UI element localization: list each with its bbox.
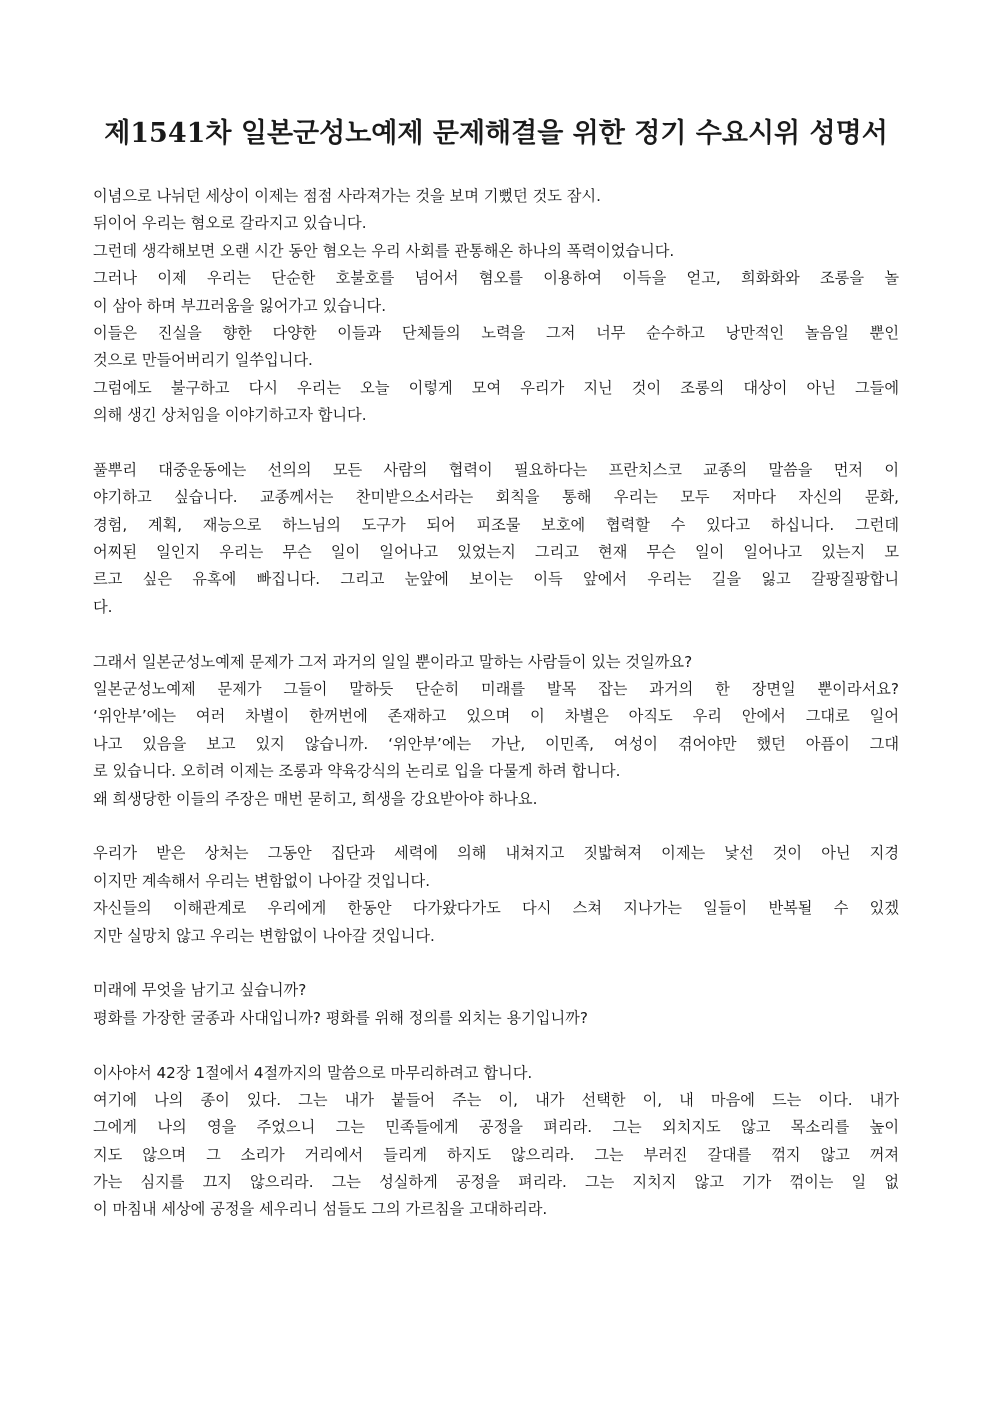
text-line: 가는 심지를 끄지 않으리라. 그는 성실하게 공정을 펴리라. 그는 지치지 않고 기가 꺾이는 일 없 [93, 1173, 899, 1192]
text-line: 여기에 나의 종이 있다. 그는 내가 붙들어 주는 이, 내가 선택한 이, 내 마음에 드는 이다. 내가 [93, 1090, 899, 1109]
text-line: 이들은 진실을 향한 다양한 이들과 단체들의 노력을 그저 너무 순수하고 낭만적인 놀음일 뿐인 [93, 323, 899, 342]
paragraph [93, 183, 899, 430]
text-line: 자신들의 이해관계로 우리에게 한동안 다가왔다가도 다시 스쳐 지나가는 일들이 반복될 수 있겠 [93, 899, 899, 918]
text-line: 일본군성노예제 문제가 그들이 말하듯 단순히 미래를 발목 잡는 과거의 한 장면일 뿐이라서요? [93, 680, 899, 699]
text-line: 이념으로 나뉘던 세상이 이제는 점점 사라져가는 것을 보며 기뻤던 것도 잠시. [93, 187, 601, 205]
text-line: 지도 않으며 그 소리가 거리에서 들리게 하지도 않으리라. 그는 부러진 갈대를 꺾지 않고 꺼져 [93, 1145, 899, 1164]
paragraph [93, 840, 899, 950]
text-line: 어찌된 일인지 우리는 무슨 일이 일어나고 있었는지 그리고 현재 무슨 일이 일어나고 있는지 모 [93, 543, 899, 562]
text-line: 그에게 나의 영을 주었으니 그는 민족들에게 공정을 펴리라. 그는 외치지도 않고 목소리를 높이 [93, 1118, 899, 1137]
paragraph [93, 457, 899, 621]
text-line: 지만 실망치 않고 우리는 변함없이 나아갈 것입니다. [93, 926, 435, 945]
text-line: 나고 있음을 보고 있지 않습니까. ‘위안부’에는 가난, 이민족, 여성이 겪어야만 했던 아픔이 그대 [93, 734, 899, 753]
text-line: 이지만 계속해서 우리는 변함없이 나아갈 것입니다. [93, 871, 431, 890]
document-title: 제1541차 일본군성노예제 문제해결을 위한 정기 수요시위 성명서 [104, 118, 888, 149]
text-line: 평화를 가장한 굴종과 사대입니까? 평화를 위해 정의를 외치는 용기입니까? [93, 1008, 588, 1027]
document-body [93, 183, 899, 1251]
text-line: ‘위안부’에는 여러 차별이 한꺼번에 존재하고 있으며 이 차별은 아직도 우리 안에서 그대로 일어 [93, 707, 899, 726]
text-line: 뒤이어 우리는 혐오로 갈라지고 있습니다. [93, 214, 367, 233]
text-line: 이 마침내 세상에 공정을 세우리니 섬들도 그의 가르침을 고대하리라. [93, 1200, 548, 1219]
text-line: 이 삼아 하며 부끄러움을 잃어가고 있습니다. [93, 296, 387, 315]
text-line: 다. [93, 597, 113, 616]
text-line: 로 있습니다. 오히려 이제는 조롱과 약육강식의 논리로 입을 다물게 하려 합니다. [93, 762, 621, 781]
text-line: 그래서 일본군성노예제 문제가 그저 과거의 일일 뿐이라고 말하는 사람들이 있는 것일까요? [93, 652, 693, 671]
text-line: 그럼에도 불구하고 다시 우리는 오늘 이렇게 모여 우리가 지닌 것이 조롱의 대상이 아닌 그들에 [93, 378, 899, 397]
text-line: 그런데 생각해보면 오랜 시간 동안 혐오는 우리 사회를 관통해온 하나의 폭력이었습니다. [93, 241, 675, 260]
text-line: 풀뿌리 대중운동에는 선의의 모든 사람의 협력이 필요하다는 프란치스코 교종의 말씀을 먼저 이 [93, 460, 899, 479]
text-line: 경험, 계획, 재능으로 하느님의 도구가 되어 피조물 보호에 협력할 수 있다고 하십니다. 그런데 [93, 515, 899, 534]
text-line: 그러나 이제 우리는 단순한 호불호를 넘어서 혐오를 이용하여 이득을 얻고, 희화화와 조롱을 놀 [93, 269, 899, 288]
paragraph [93, 1060, 899, 1224]
paragraph [93, 977, 899, 1032]
text-line: 의해 생긴 상처임을 이야기하고자 합니다. [93, 406, 367, 425]
text-line: 이사야서 42장 1절에서 4절까지의 말씀으로 마무리하려고 합니다. [93, 1063, 533, 1082]
text-line: 르고 싶은 유혹에 빠집니다. 그리고 눈앞에 보이는 이득 앞에서 우리는 길을 잃고 갈팡질팡합니 [93, 570, 899, 589]
text-line: 우리가 받은 상처는 그동안 집단과 세력에 의해 내쳐지고 짓밟혀져 이제는 낯선 것이 아닌 지경 [93, 844, 899, 863]
text-line: 것으로 만들어버리기 일쑤입니다. [93, 351, 313, 370]
text-line: 왜 희생당한 이들의 주장은 매번 묻히고, 희생을 강요받아야 하나요. [93, 789, 538, 808]
text-line: 야기하고 싶습니다. 교종께서는 찬미받으소서라는 회칙을 통해 우리는 모두 저마다 자신의 문화, [93, 488, 899, 507]
paragraph [93, 649, 899, 813]
text-line: 미래에 무엇을 남기고 싶습니까? [93, 981, 307, 1000]
